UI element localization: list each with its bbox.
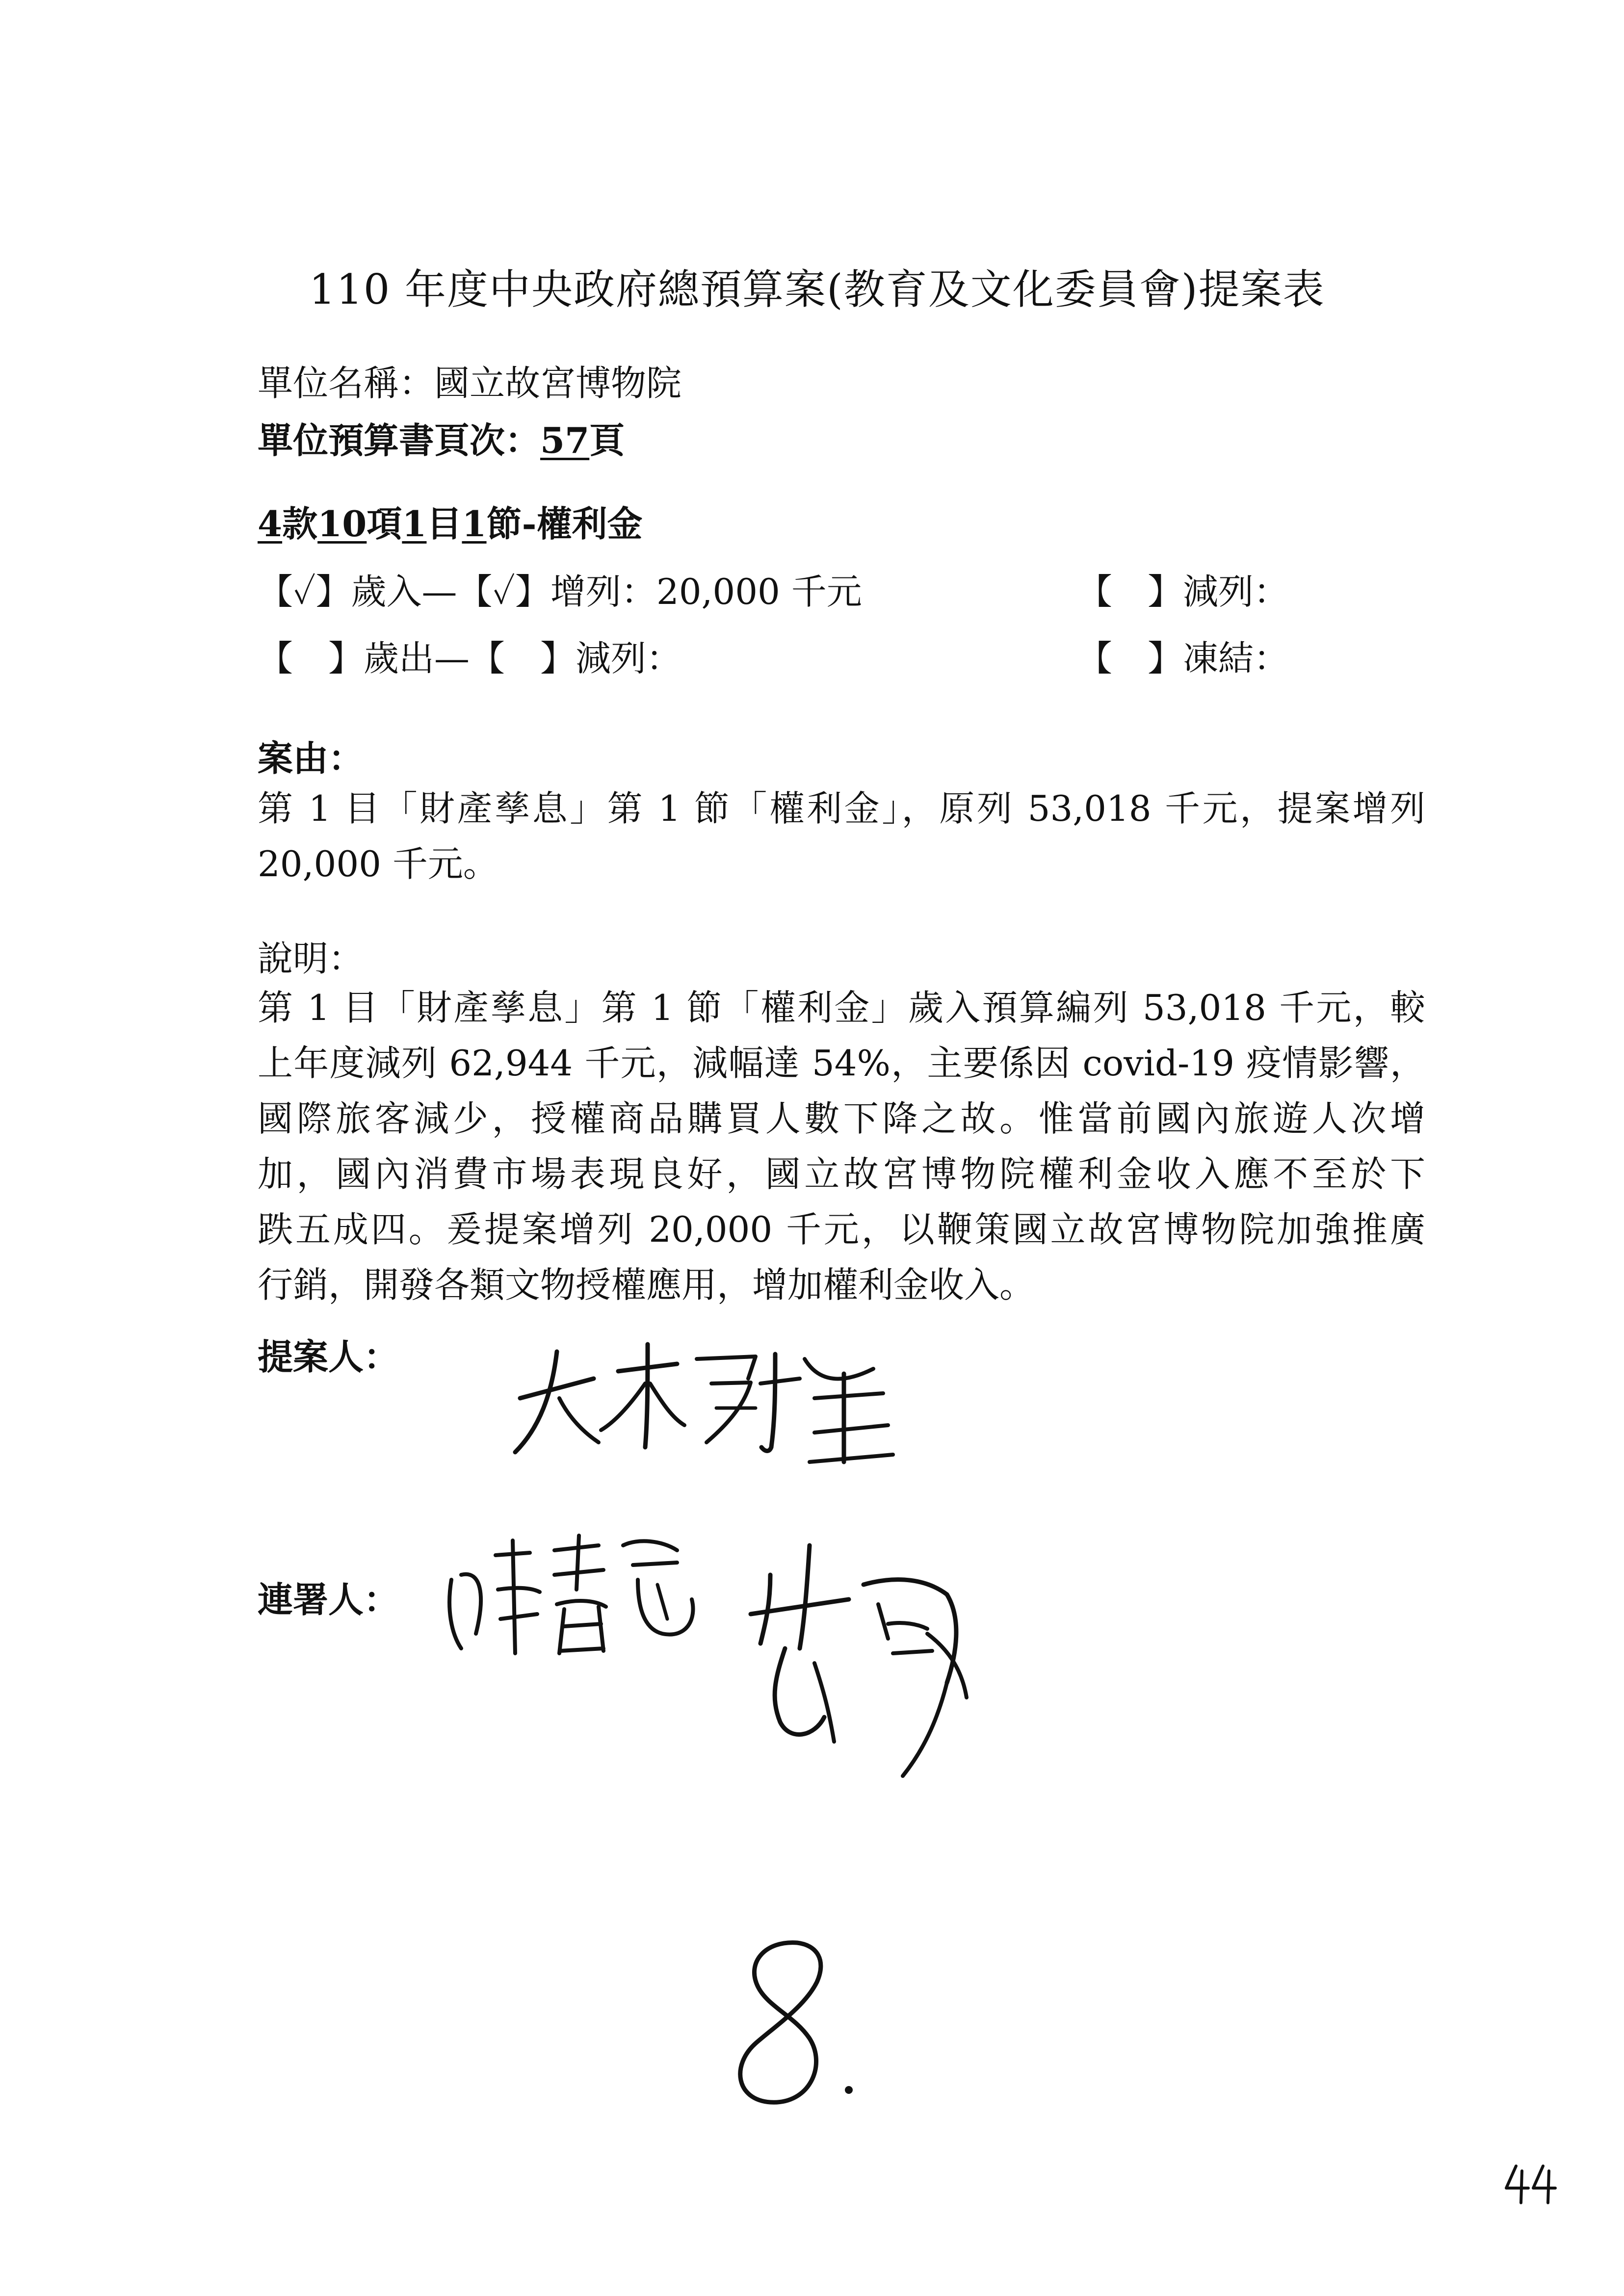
item-mu-label: 目 [426, 503, 462, 545]
cosigner-signature-1 [432, 1521, 707, 1688]
item-xiang: 10 [317, 503, 367, 545]
budget-page-reference [258, 419, 625, 461]
item-kuan-label: 款 [282, 503, 318, 545]
reason-line: 第 1 目「財產孳息」第 1 節「權利金」，原列 53,018 千元，提案增列 [258, 788, 1425, 829]
expenditure-decrease-checkbox-row: 【 】歲出—【 】減列： [258, 638, 682, 679]
item-kuan: 4 [258, 503, 283, 545]
handwritten-number-drawing [711, 1933, 868, 2119]
cosigners-label: 連署人： [258, 1579, 399, 1620]
cosigner-signature-2 [741, 1536, 996, 1810]
reason-paragraph [258, 781, 1425, 892]
page-ref-suffix: 頁 [589, 419, 625, 461]
item-mu: 1 [402, 503, 427, 545]
page-ref-prefix: 單位預算書頁次： [258, 419, 541, 461]
page-number [1501, 2161, 1560, 2205]
item-jie: 1 [462, 503, 487, 545]
reason-line: 20,000 千元。 [258, 843, 498, 885]
reason-heading: 案由： [258, 737, 364, 779]
handwritten-number [711, 1933, 868, 2119]
revenue-decrease-checkbox: 【 】減列： [1077, 571, 1289, 612]
proposer-label: 提案人： [258, 1336, 399, 1378]
explanation-line: 上年度減列 62,944 千元，減幅達 54%，主要係因 covid-19 疫情影響， [258, 1043, 1425, 1084]
explanation-line: 第 1 目「財產孳息」第 1 節「權利金」歲入預算編列 53,018 千元，較 [258, 987, 1425, 1028]
explanation-line: 跌五成四。爰提案增列 20,000 千元，以鞭策國立故宮博物院加強推廣 [258, 1209, 1425, 1250]
explanation-line: 國際旅客減少，授權商品購買人數下降之故。惟當前國內旅遊人次增 [258, 1098, 1425, 1139]
proposer-signature [500, 1325, 932, 1482]
explanation-heading: 說明： [258, 938, 364, 979]
freeze-checkbox: 【 】凍結： [1077, 638, 1289, 679]
document-title: 110 年度中央政府總預算案(教育及文化委員會)提案表 [309, 265, 1325, 313]
budget-item-code [258, 503, 643, 545]
explanation-paragraph [258, 980, 1425, 1313]
item-xiang-label: 項 [367, 503, 402, 545]
revenue-increase-checkbox-row: 【✓】歲入—【✓】增列：20,000 千元 [258, 571, 862, 612]
unit-name: 單位名稱：國立故宮博物院 [258, 363, 682, 404]
explanation-line: 加，國內消費市場表現良好，國立故宮博物院權利金收入應不至於下 [258, 1153, 1425, 1195]
page-ref-number: 57 [540, 419, 590, 461]
item-jie-label: 節-權利金 [486, 503, 643, 545]
explanation-line: 行銷，開發各類文物授權應用，增加權利金收入。 [258, 1264, 1035, 1305]
